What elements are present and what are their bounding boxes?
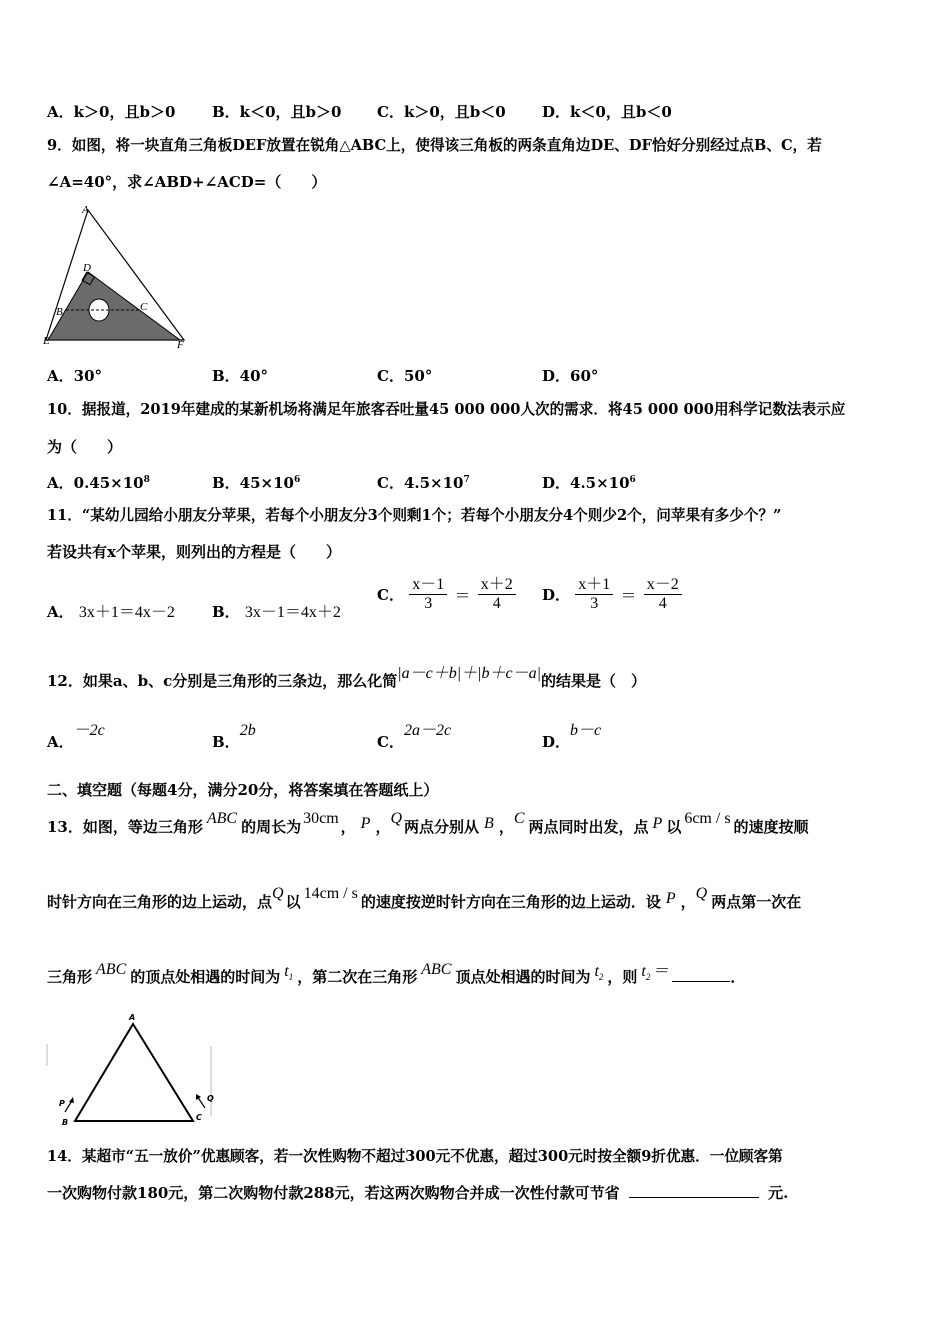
q13-comma-4: ，: [680, 893, 696, 911]
q14-answer-blank[interactable]: [629, 1183, 759, 1198]
q13-t7: 时针方向在三角形的边上运动，点: [47, 893, 273, 911]
q11-option-c-den1: 3: [424, 595, 433, 612]
q9-figure: [40, 200, 200, 380]
q13-abc-3: ABC: [421, 961, 452, 978]
q13-t5b: 以: [285, 893, 301, 911]
q9-label-f: F: [177, 339, 184, 351]
q13-b: B: [484, 815, 494, 832]
q12-expr: |a－c＋b|＋|b＋c－a|: [397, 665, 542, 682]
q13-eq: ＝: [652, 963, 669, 980]
q10-option-c: [377, 470, 470, 493]
q11-option-d-frac1: [575, 576, 613, 613]
q11-option-c-den2: 4: [492, 595, 501, 612]
q12-option-a: [47, 722, 105, 753]
q13-line3: [47, 961, 746, 993]
q13-t1-sym: [284, 963, 294, 983]
q9-stem-line2: ∠A=40°，求∠ABD+∠ACD=（ ）: [47, 173, 327, 191]
q11-option-c-num2: x＋2: [478, 576, 516, 595]
q11-option-d-den1: 3: [590, 595, 599, 612]
q13-t2-sub: 2: [598, 972, 604, 983]
q13-t3: 两点分别从: [404, 818, 480, 836]
q12-option-c: [377, 722, 452, 753]
q13-comma-2: ，: [375, 818, 391, 836]
q11-option-b-expr: 3x－1＝4x＋2: [244, 604, 341, 621]
q11-option-b: [212, 602, 341, 623]
q13-abc-2: ABC: [96, 961, 127, 978]
q13-t6: 的速度按顺: [733, 818, 809, 836]
q13-comma-3: ，: [498, 818, 514, 836]
q13-arrowhead-p-icon: [69, 1097, 74, 1103]
q13-t13: 顶点处相遇的时间为: [455, 968, 591, 986]
q13-t11: 的顶点处相遇的时间为: [130, 968, 281, 986]
q13-t12: ，第二次在三角形: [297, 968, 418, 986]
q10-option-b: [212, 470, 300, 493]
q12-option-b-expr: 2b: [239, 722, 256, 739]
q10-option-c-base: C．4.5×10: [377, 474, 464, 492]
q11-option-d: [542, 576, 682, 613]
q13-label-q: Q: [207, 1094, 214, 1103]
q11-stem-line1: 11．“某幼儿园给小朋友分苹果，若每个小朋友分3个则剩1个；若每个小朋友分4个则少2个，问苹果有多少个？”: [47, 507, 782, 524]
q8-option-c: C．k＞0，且b＜0: [377, 103, 506, 121]
q11-option-d-frac2: [644, 576, 682, 613]
q12-option-d: [542, 722, 602, 753]
q13-q-2: Q: [272, 885, 284, 902]
q10-option-a-exp: 8: [143, 475, 150, 485]
q13-t2b-letter: t: [641, 963, 646, 980]
q13-label-p: P: [59, 1099, 65, 1108]
q11-option-d-eq: ＝: [620, 588, 637, 605]
q9-option-a: A．30°: [47, 367, 103, 385]
q13-label-a: A: [129, 1013, 136, 1022]
q9-option-b: B．40°: [212, 367, 269, 385]
q13-abc-1: ABC: [206, 810, 238, 827]
q13-t2: 的周长为: [241, 818, 302, 836]
q8-option-b: B．k＜0，且b＞0: [212, 103, 342, 121]
q11-option-a-expr: 3x＋1＝4x－2: [78, 604, 175, 621]
q12-stem: [47, 665, 647, 692]
q13-q-3: Q: [695, 885, 708, 902]
q9-set-square-def: [48, 272, 180, 340]
q11-option-d-num2: x－2: [644, 576, 682, 595]
q12-prefix: 12．如果a、b、c分别是三角形的三条边，那么化简: [47, 672, 398, 690]
q13-t1-sub: 1: [288, 972, 294, 983]
q13-triangle-abc: [75, 1024, 193, 1121]
q13-q-1: Q: [390, 810, 403, 827]
q9-stem-line1: 9．如图，将一块直角三角板DEF放置在锐角△ABC上，使得该三角板的两条直角边DE、DF恰好分别经过点B、C，若: [47, 137, 822, 154]
q14-stem-line1: 14．某超市“五一放价”优惠顾客，若一次性购物不超过300元不优惠，超过300元时按全额9折优惠．一位顾客第: [47, 1148, 783, 1165]
q11-option-c-label: C．: [377, 586, 404, 604]
q12-option-c-label: C．: [377, 733, 404, 751]
q9-label-a: A: [82, 204, 89, 216]
q13-t10: 三角形: [47, 968, 93, 986]
q10-stem-line2: 为（ ）: [47, 438, 123, 456]
q9-label-d: D: [83, 262, 91, 274]
q12-option-a-label: A．: [47, 733, 74, 751]
q13-t4: 两点同时出发，点: [528, 818, 649, 836]
q11-option-d-label: D．: [542, 586, 571, 604]
q14-line2-text: 一次购物付款180元，第二次购物付款288元，若这两次购物合并成一次性付款可节省: [47, 1184, 620, 1202]
q11-option-a: [47, 602, 175, 623]
q13-line1: [47, 810, 809, 838]
q14-unit: 元.: [768, 1184, 789, 1202]
q13-label-b: B: [62, 1118, 69, 1127]
q9-option-d: D．60°: [542, 367, 599, 385]
q11-option-d-den2: 4: [658, 595, 667, 612]
q11-option-c: [377, 576, 516, 613]
q12-option-d-label: D．: [542, 733, 571, 751]
q13-c: C: [513, 810, 525, 827]
q10-option-a-base: A．0.45×10: [47, 474, 144, 492]
q13-comma-1: ，: [340, 818, 356, 836]
q9-label-e: E: [43, 335, 50, 347]
q11-option-b-label: B．: [212, 603, 240, 621]
q11-option-c-num1: x－1: [409, 576, 447, 595]
q13-label-c: C: [196, 1113, 202, 1122]
q9-label-c: C: [140, 301, 148, 313]
q10-option-d: [542, 470, 636, 493]
q12-option-b: [212, 722, 256, 753]
q10-option-c-exp: 7: [463, 475, 470, 485]
q13-answer-expr: [641, 963, 669, 983]
q14-stem-line2: [47, 1183, 788, 1203]
q11-stem-line2: 若设共有x个苹果，则列出的方程是（ ）: [47, 543, 341, 561]
q12-option-d-expr: b－c: [570, 722, 602, 739]
q13-speed-q: 14cm / s: [303, 885, 358, 902]
q8-option-a: A．k＞0，且b＞0: [47, 103, 176, 121]
q13-t9: 两点第一次在: [711, 893, 802, 911]
q13-t2-letter: t: [594, 963, 599, 980]
q11-option-d-num1: x＋1: [575, 576, 613, 595]
q12-option-a-expr: －2c: [73, 722, 105, 739]
q13-t14: ，则: [607, 968, 638, 986]
q10-option-b-base: B．45×10: [212, 474, 294, 492]
q13-t1: 13．如图，等边三角形: [47, 818, 203, 836]
q13-p-2: P: [652, 815, 663, 832]
q12-option-b-label: B．: [212, 733, 240, 751]
q13-t2b-sub: 2: [645, 972, 651, 983]
q13-perimeter: 30cm: [303, 810, 339, 827]
q12-suffix: 的结果是（ ）: [541, 672, 647, 690]
q13-speed-p: 6cm / s: [684, 810, 731, 827]
q10-option-a: [47, 470, 150, 493]
q11-option-c-eq: ＝: [454, 588, 471, 605]
q10-stem-line1: 10．据报道，2019年建成的某新机场将满足年旅客吞吐量45 000 000人次的需求．将45 000 000用科学记数法表示应: [47, 401, 846, 418]
q13-t15: ．: [730, 968, 746, 986]
q13-t1-letter: t: [284, 963, 289, 980]
q11-option-c-frac1: [409, 576, 447, 613]
q13-t2-sym: [594, 963, 604, 983]
q9-label-b: B: [56, 306, 63, 318]
q13-p-3: P: [665, 890, 676, 907]
q12-option-c-expr: 2a－2c: [403, 722, 452, 739]
q8-option-d: D．k＜0，且b＜0: [542, 103, 672, 121]
q13-line2: [47, 885, 802, 913]
q9-option-c: C．50°: [377, 367, 433, 385]
q13-p-1: P: [360, 815, 371, 832]
q10-option-d-exp: 6: [629, 475, 636, 485]
q10-option-b-exp: 6: [294, 475, 301, 485]
q13-t8: 的速度按逆时针方向在三角形的边上运动．设: [360, 893, 661, 911]
q13-t5: 以: [666, 818, 682, 836]
q10-option-d-base: D．4.5×10: [542, 474, 630, 492]
section-2-heading: 二、填空题（每题4分，满分20分，将答案填在答题纸上）: [47, 781, 439, 799]
q13-answer-blank[interactable]: [672, 967, 730, 982]
q11-option-c-frac2: [478, 576, 516, 613]
q13-figure: [45, 1008, 220, 1128]
q11-option-a-label: A．: [47, 603, 74, 621]
